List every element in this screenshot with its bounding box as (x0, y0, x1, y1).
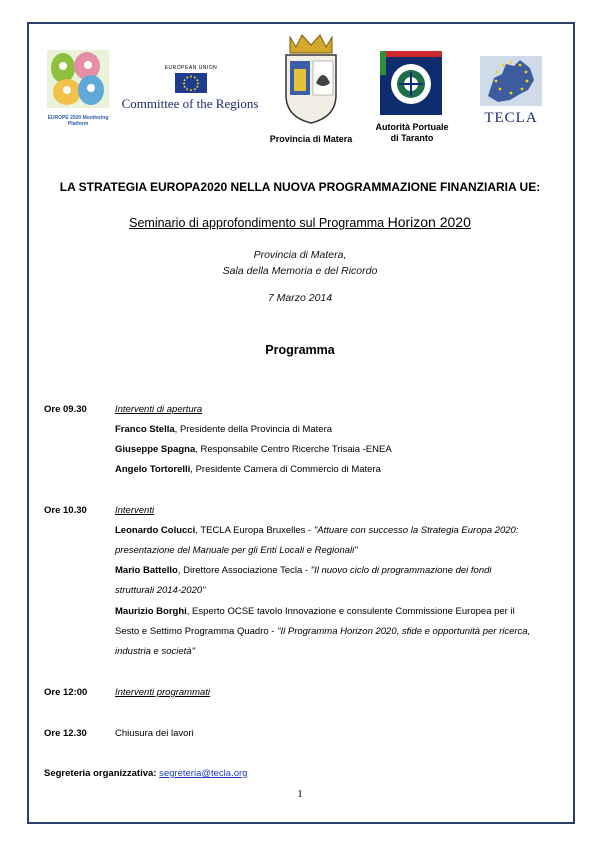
page-number: 1 (297, 788, 303, 800)
committee-of-regions-logo (119, 65, 261, 115)
talk-title: "Il Programma Horizon 2020, sfide e opportunità per ricerca, (277, 626, 531, 637)
coat-of-arms-icon (280, 33, 342, 125)
provincia-label: Provincia di Matera (269, 134, 353, 144)
speaker-role-cont: Sesto e Settimo Programma Quadro - (115, 626, 278, 637)
document-title: LA STRATEGIA EUROPA2020 NELLA NUOVA PROGRAMMAZIONE FINANZIARIA UE: (59, 180, 541, 194)
autorita-line2: di Taranto (390, 133, 434, 143)
speaker-name: Franco Stella (115, 424, 175, 435)
speaker-line (115, 464, 381, 475)
event-date: 7 Marzo 2014 (267, 292, 333, 304)
session-time: Ore 09.30 (44, 404, 87, 415)
speaker-line-cont (115, 626, 530, 637)
speaker-line (115, 444, 392, 455)
autorita-label (367, 122, 457, 144)
subtitle-text: Seminario di approfondimento sul Programma (129, 216, 388, 230)
talk-title: "Attuare con successo la Strategia Europa 2020: (313, 525, 519, 536)
eu-flag-icon (175, 73, 207, 93)
venue-line-1: Provincia di Matera, (253, 249, 347, 261)
europe2020-caption: EUROPE 2020 Monitoring Platform (47, 115, 109, 127)
port-authority-emblem-icon (379, 50, 443, 116)
tecla-logo (476, 56, 546, 128)
venue-line-2: Sala della Memoria e del Ricordo (222, 265, 378, 277)
subtitle-horizon: Horizon 2020 (387, 214, 471, 230)
speaker-line (115, 525, 518, 536)
speaker-name: Giuseppe Spagna (115, 444, 196, 455)
session-heading: Interventi programmati (115, 687, 211, 698)
autorita-portuale-logo (367, 50, 457, 146)
secretariat-email-link[interactable]: segreteria@tecla.org (159, 768, 248, 779)
talk-title-cont: presentazione del Manuale per gli Enti Locali e Regionali" (115, 545, 358, 556)
provincia-matera-logo (268, 33, 354, 145)
speaker-name: Angelo Tortorelli (115, 464, 191, 475)
speaker-role: , Presidente della Provincia di Matera (174, 424, 333, 435)
secretariat-line (44, 768, 247, 779)
session-time: Ore 12.30 (44, 728, 87, 739)
seminar-subtitle (0, 214, 600, 230)
speaker-line (115, 606, 515, 617)
speaker-role: , Presidente Camera di Commercio di Matera (190, 464, 381, 475)
tecla-label: TECLA (484, 110, 538, 126)
speaker-role: , Responsabile Centro Ricerche Trisaia -ENEA (195, 444, 392, 455)
talk-title-cont: industria e società" (115, 646, 195, 657)
talk-title: "Il nuovo ciclo di programmazione dei fondi (310, 565, 492, 576)
speaker-role: , Esperto OCSE tavolo Innovazione e consulente Commissione Europea per il (186, 606, 515, 617)
session-heading: Interventi di apertura (115, 404, 203, 415)
speaker-name: Mario Battello (115, 565, 178, 576)
session-time: Ore 10.30 (44, 505, 87, 516)
talk-title-cont: strutturali 2014-2020" (115, 585, 206, 596)
speaker-role: , TECLA Europa Bruxelles - (195, 525, 314, 536)
europe-map-icon (480, 56, 542, 106)
speaker-name: Maurizio Borghi (115, 606, 187, 617)
session-heading: Interventi (115, 505, 155, 516)
speaker-name: Leonardo Colucci (115, 525, 196, 536)
speaker-line (115, 565, 492, 576)
europe2020-logo (45, 48, 111, 127)
committee-name: Committee of the Regions (121, 96, 259, 111)
european-union-label: EUROPEAN UNION (164, 65, 218, 71)
session-heading: Chiusura dei lavori (115, 728, 194, 739)
autorita-line1: Autorità Portuale (375, 122, 449, 132)
secretariat-label: Segreteria organizzativa: (44, 768, 157, 779)
speaker-line (115, 424, 332, 435)
programma-heading: Programma (265, 343, 335, 357)
speaker-role: , Direttore Associazione Tecla - (177, 565, 311, 576)
session-time: Ore 12:00 (44, 687, 88, 698)
